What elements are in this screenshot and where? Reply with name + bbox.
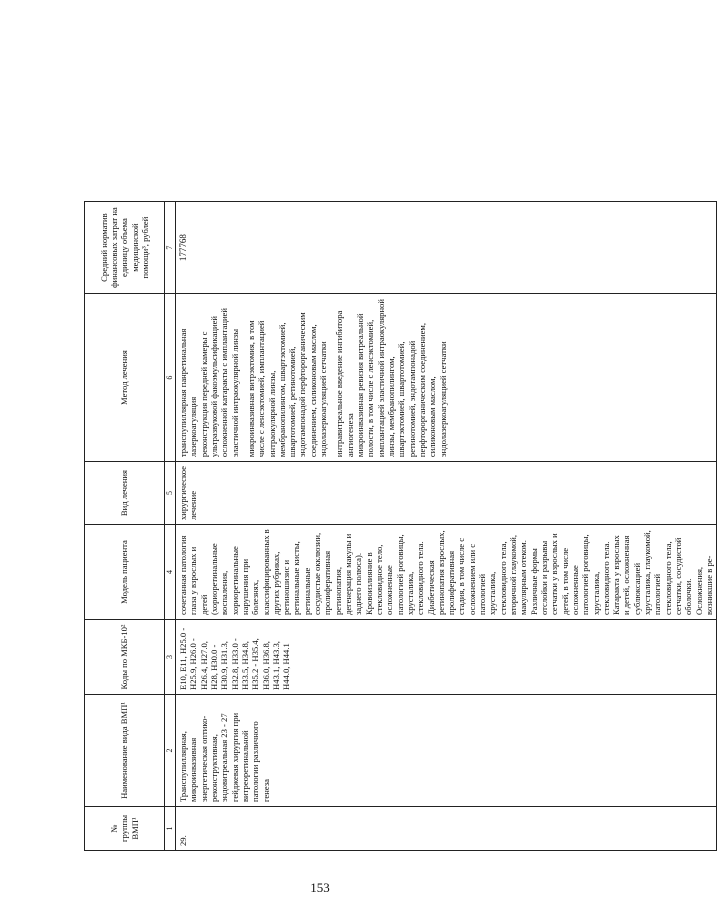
method-item: микроинвазивная витрэктомия, в том числе с ленсэктомией, имплантацией интраокулярной линзы, мембранопилингом, швартэктомией, швартотомией, ретинотомией, эндотампонадой перфторорганическим соединением, силиконовым маслом, эндолазеркоагуляцией сетчатки — [245, 312, 329, 458]
column-number: 2 — [165, 695, 176, 807]
treatment-type-cell: хирургическое лечение — [176, 462, 717, 525]
column-number: 6 — [165, 294, 176, 462]
table-header — [85, 202, 176, 851]
header-treatment-type: Вид лечения — [85, 462, 165, 525]
method-item: микроинвазивная ревизия витреальной полости, в том числе с ленсэктомией, имплантацией эластичной интраокулярной линзы, мембранопилингом, швартэктомией, швартотомией, ретинотомией, эндотампонадой перфторорганическим соединением, силиконовым маслом, эндолазеркоагуляцией сетчатки — [355, 299, 448, 458]
header-vmp-name: Наименование вида ВМП¹ — [85, 695, 165, 807]
header-group-number: № группы ВМП¹ — [85, 807, 165, 851]
group-number-cell: 29. — [176, 807, 717, 851]
cost-cell: 177768 — [176, 202, 717, 294]
column-number: 5 — [165, 462, 176, 525]
method-item: интравитреальное введение ингибитора ангиогенеза — [334, 310, 355, 458]
table-row — [176, 202, 717, 851]
column-number: 1 — [165, 807, 176, 851]
header-treatment-method: Метод лечения — [85, 294, 165, 462]
patient-model-cell: сочетанная патология глаза у взрослых и детей (хориоретинальные воспаления, хориоретинальные нарушения при болезнях, классифицированных в других рубриках, ретиношизис и ретинальные кисты, ретинальные сосудистые окклюзии, пролиферативная ретинопатия, дегенерация макулы и заднего полюса). Кровоизлияние в стекловидное тело, осложненные патологией роговицы, хрусталика, стекловидного тела. Диабетическая ретинопатия взрослых, пролиферативная стадия, в том числе с осложнением или с патологией хрусталика, стекловидного тела, вторичной глаукомой, макулярным отеком. Различные формы отслойки и разрывы сетчатки у взрослых и детей, в том числе осложненные патологией роговицы, хрусталика, стекловидного тела. Катаракта у взрослых и детей, осложненная сублюксацией хрусталика, глаукомой, патологией стекловидного тела, сетчатки, сосудистой оболочки. Осложнения, возникшие в ре- — [176, 525, 717, 620]
method-item: транспупиллярная панретинальная лазеркоагуляция — [178, 328, 199, 458]
header-patient-model: Модель пациента — [85, 525, 165, 620]
column-number: 4 — [165, 525, 176, 620]
column-number: 3 — [165, 620, 176, 695]
header-icd-codes: Коды по МКБ-10² — [85, 620, 165, 695]
column-number: 7 — [165, 202, 176, 294]
page-number: 153 — [310, 880, 330, 895]
column-numbers-row — [165, 202, 176, 851]
vmp-name-cell: Транспупиллярная, микроинвазивная энергетическая оптико-реконструктивная, эндовитреальная 23 - 27 гейджевая хирургия при витреоретинальной патологии различного генеза — [176, 695, 717, 807]
icd-codes-cell: E10, E11, H25.0 - H25.9, H26.0 - H26.4, H27.0, H28, H30.0 - H30.9, H31.3, H32.8, H33.0 - H33.5, H34.8, H35.2 - H35.4, H36.0, H36.8, H43.1, H43.3, H44.0, H44.1 — [176, 620, 717, 695]
method-item: реконструкция передней камеры с ультразвуковой факоэмульсификацией осложненной катаракты с имплантацией эластичной интраокулярной линзы — [198, 308, 240, 458]
vmp-table — [84, 201, 717, 851]
header-cost: Средний норматив финансовых затрат на единицу объема медицинской помощи³, рублей — [85, 202, 165, 294]
treatment-methods-cell — [176, 294, 717, 462]
